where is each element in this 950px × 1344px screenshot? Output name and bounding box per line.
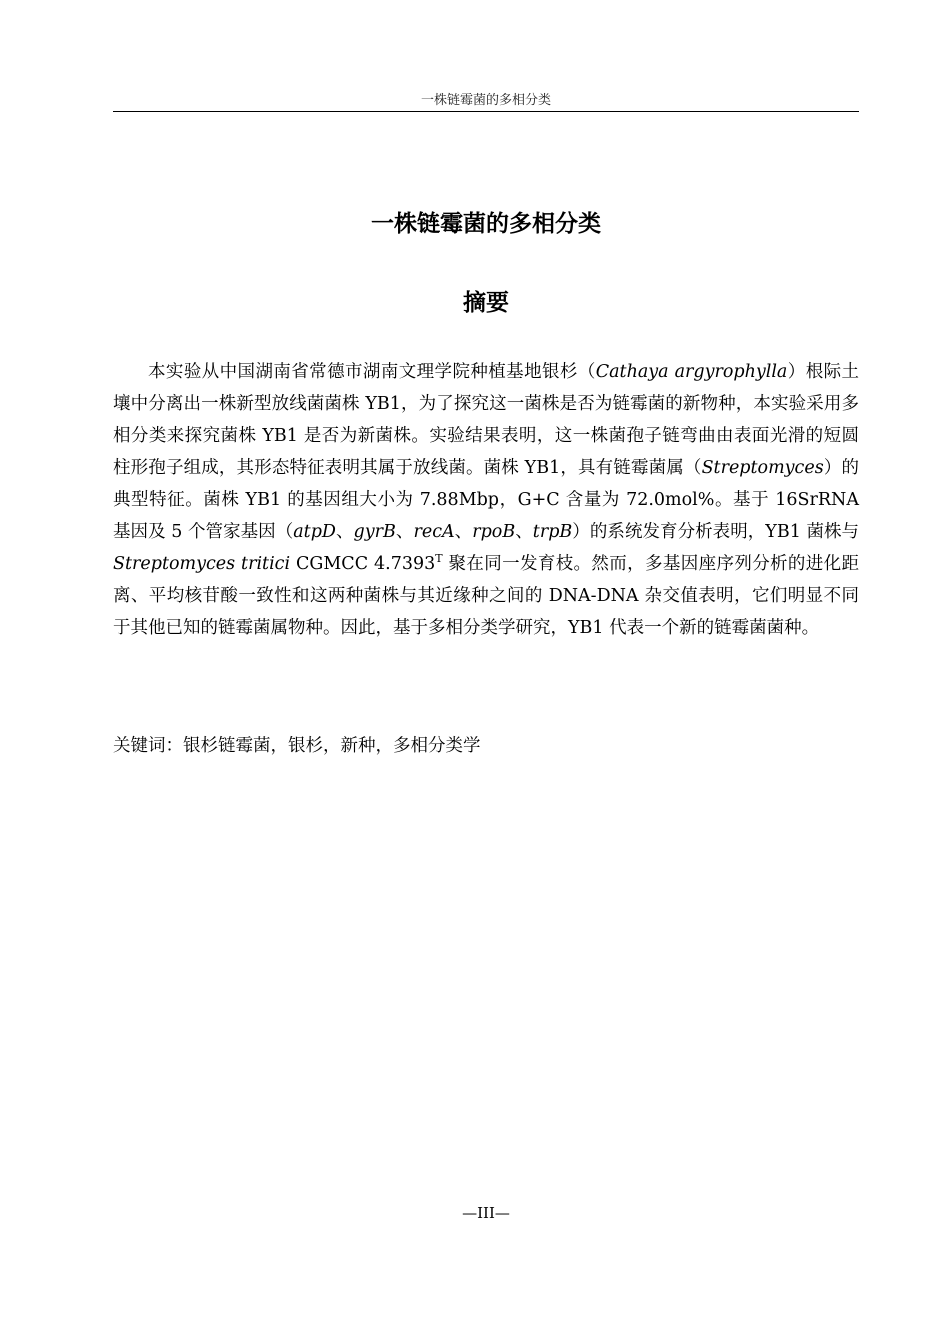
type-strain-superscript: T xyxy=(435,552,443,566)
separator: 、 xyxy=(395,522,414,542)
species-name-cathaya: Cathaya argyrophylla xyxy=(595,362,788,382)
keywords-line: 关键词：银杉链霉菌，银杉，新种，多相分类学 xyxy=(113,736,481,756)
abstract-text: ）根际土壤中分离出一株新型放线菌菌株 YB1，为了探究这一菌株是否为链霉菌的新物种，本实验采用多相分类来探究菌株 YB1 是否为新菌株。实验结果表明，这一株菌孢子链弯曲由表面光滑的短圆柱形孢子组成，其形态特征表明其属于放线菌。菌株 YB1，具有链霉菌属（ xyxy=(113,362,860,478)
strain-id: CGMCC 4.7393 xyxy=(290,554,436,574)
gene-name: atpD xyxy=(293,522,336,542)
abstract-text: 本实验从中国湖南省常德市湖南文理学院种植基地银杉（ xyxy=(148,362,596,382)
abstract-paragraph xyxy=(113,356,859,644)
header-divider xyxy=(113,111,859,112)
gene-name: gyrB xyxy=(353,522,396,542)
document-title: 一株链霉菌的多相分类 xyxy=(371,211,601,237)
abstract-text: ）的系统发育分析表明，YB1 菌株与 xyxy=(572,522,860,542)
running-header: 一株链霉菌的多相分类 xyxy=(420,93,551,108)
gene-name: trpB xyxy=(532,522,573,542)
species-name-streptomyces-tritici: Streptomyces tritici xyxy=(113,554,291,574)
gene-name: recA xyxy=(413,522,455,542)
gene-name: rpoB xyxy=(472,522,516,542)
separator: 、 xyxy=(515,522,533,542)
page-number: —III— xyxy=(462,1204,510,1222)
abstract-text: ）的典型特征。菌株 YB1 的基因组大小为 7.88Mbp，G+C 含量为 72.0mol%。基于 16SrRNA 基因及 5 个管家基因（ xyxy=(113,458,860,542)
abstract-heading: 摘要 xyxy=(463,290,509,316)
genus-name-streptomyces: Streptomyces xyxy=(701,458,824,478)
separator: 、 xyxy=(335,522,354,542)
abstract-text: 聚在同一发育枝。然而，多基因座序列分析的进化距离、平均核苷酸一致性和这两种菌株与其近缘种之间的 DNA-DNA 杂交值表明，它们明显不同于其他已知的链霉菌属物种。因此，基于多相分类学研究，YB1 代表一个新的链霉菌菌种。 xyxy=(113,554,860,638)
separator: 、 xyxy=(454,522,473,542)
